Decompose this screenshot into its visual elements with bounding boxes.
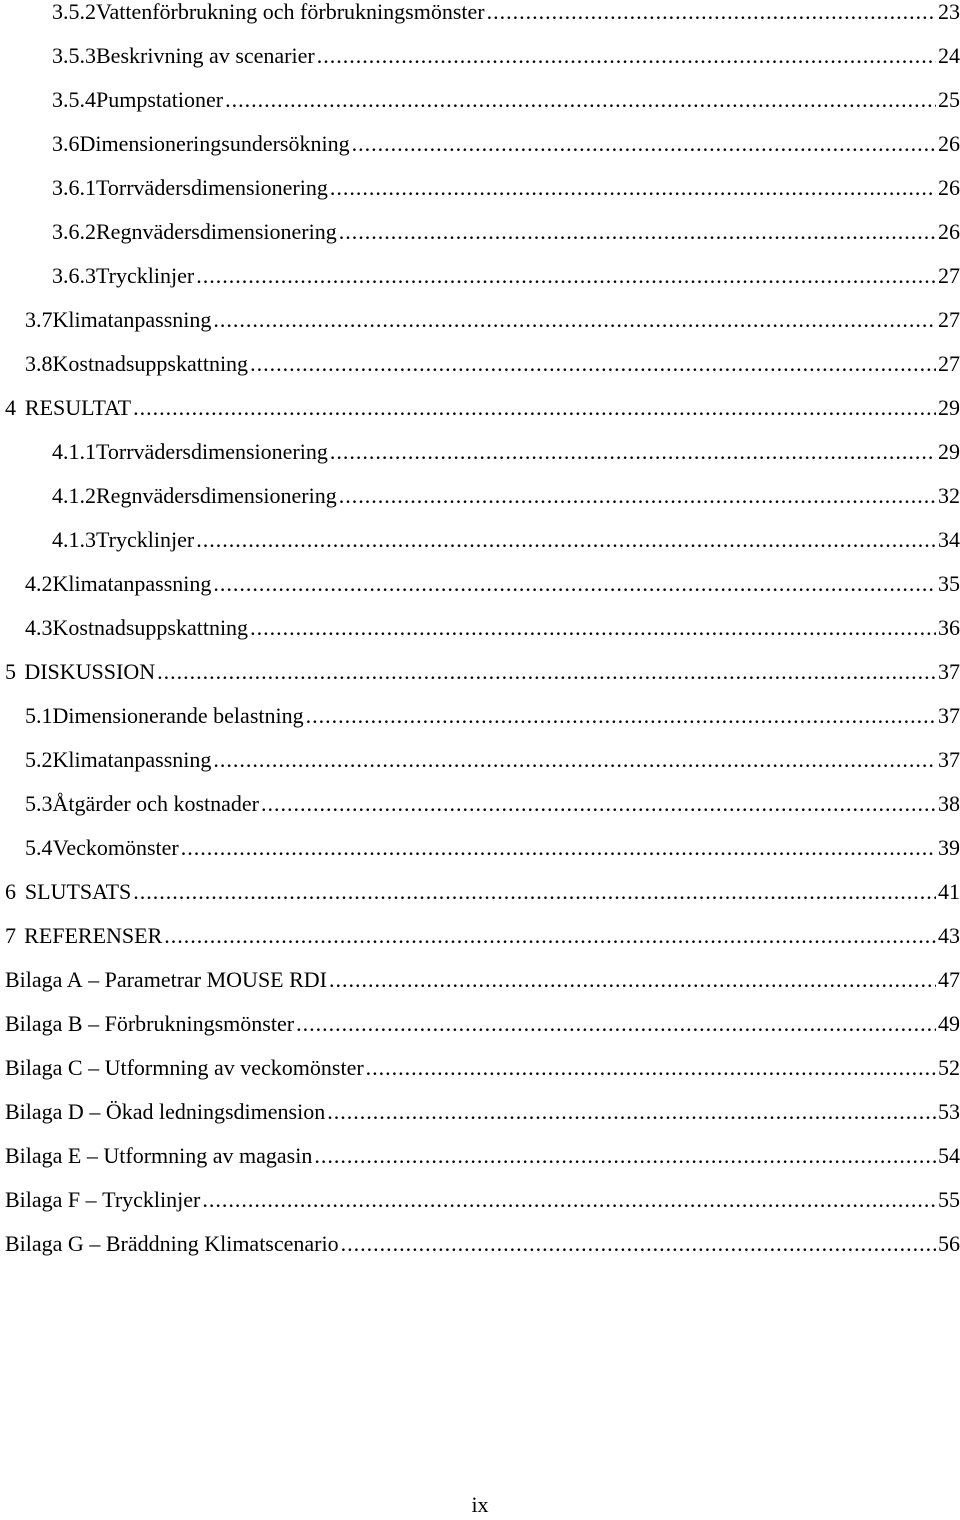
toc-entry-title: Utformning av magasin (103, 1143, 313, 1168)
toc-entry-page: 52 (938, 1055, 960, 1080)
toc-entry-title: Pumpstationer (96, 87, 224, 112)
toc-dot-leader (225, 85, 936, 115)
toc-entry-page: 25 (938, 87, 960, 112)
toc-dot-leader (317, 41, 936, 71)
toc-entry-page: 37 (938, 659, 960, 684)
toc-entry-title: Regnvädersdimensionering (96, 483, 337, 508)
toc-dot-leader (314, 1141, 936, 1171)
toc-entry[interactable] (5, 1185, 960, 1215)
toc-dot-leader (366, 1053, 936, 1083)
toc-entry-title: SLUTSATS (24, 879, 132, 904)
toc-entry[interactable] (5, 657, 960, 687)
toc-entry-page: 27 (938, 351, 960, 376)
toc-entry-title: Trycklinjer (102, 1187, 201, 1212)
toc-entry-title: Ökad ledningsdimension (105, 1099, 326, 1124)
toc-entry-number: Bilaga A (5, 967, 83, 992)
toc-entry-page: 35 (938, 571, 960, 596)
toc-entry-title: Förbrukningsmönster (104, 1011, 295, 1036)
toc-entry-number: Bilaga B (5, 1011, 83, 1036)
toc-entry-number: Bilaga D (5, 1099, 84, 1124)
toc-entry-title: Åtgärder och kostnader (52, 791, 259, 816)
toc-entry-number: 6 (5, 879, 16, 904)
toc-entry-dash: – (82, 967, 105, 992)
toc-entry-number: 4.1.3 (52, 527, 96, 552)
toc-dot-leader (196, 525, 936, 555)
toc-dot-leader (296, 1009, 936, 1039)
toc-entry-page: 55 (938, 1187, 960, 1212)
toc-entry[interactable] (25, 569, 960, 599)
toc-entry[interactable] (5, 877, 960, 907)
toc-entry[interactable] (52, 173, 960, 203)
toc-entry-number: 3.5.3 (52, 43, 96, 68)
toc-entry-number: 3.7 (25, 307, 53, 332)
toc-entry-title: Dimensionerande belastning (52, 703, 304, 728)
toc-entry[interactable] (5, 1229, 960, 1259)
toc-entry[interactable] (52, 129, 960, 159)
toc-entry-title: Veckomönster (52, 835, 179, 860)
toc-entry[interactable] (25, 305, 960, 335)
toc-entry-number: 4.1.1 (52, 439, 96, 464)
toc-entry-dash: – (83, 1099, 106, 1124)
toc-entry[interactable] (52, 261, 960, 291)
toc-entry-title: REFERENSER (24, 923, 163, 948)
toc-entry-title: Kostnadsuppskattning (52, 615, 249, 640)
toc-entry-number: 3.5.2 (52, 0, 96, 24)
toc-entry-title: Klimatanpassning (52, 747, 212, 772)
toc-dot-leader (164, 921, 936, 951)
toc-entry-title: DISKUSSION (24, 659, 156, 684)
toc-dot-leader (487, 0, 936, 27)
toc-dot-leader (352, 129, 936, 159)
toc-entry-title: Trycklinjer (96, 527, 195, 552)
toc-dot-leader (133, 393, 936, 423)
toc-entry-title: Torrvädersdimensionering (96, 175, 328, 200)
page-number: ix (471, 1492, 489, 1517)
toc-entry-number: 5.4 (25, 835, 53, 860)
toc-entry[interactable] (25, 789, 960, 819)
toc-dot-leader (339, 481, 936, 511)
toc-entry-page: 27 (938, 263, 960, 288)
toc-entry[interactable] (25, 745, 960, 775)
toc-entry-title: Klimatanpassning (52, 571, 212, 596)
toc-entry-page: 26 (938, 175, 960, 200)
toc-dot-leader (196, 261, 936, 291)
toc-entry-title: Dimensioneringsundersökning (79, 131, 350, 156)
toc-entry[interactable] (5, 1097, 960, 1127)
toc-entry[interactable] (5, 393, 960, 423)
toc-entry-dash: – (82, 1055, 105, 1080)
toc-entry[interactable] (25, 613, 960, 643)
toc-entry[interactable] (25, 701, 960, 731)
toc-entry-title: Regnvädersdimensionering (96, 219, 337, 244)
toc-entry-page: 56 (938, 1231, 960, 1256)
toc-dot-leader (250, 349, 936, 379)
toc-entry[interactable] (5, 921, 960, 951)
toc-entry-page: 23 (938, 0, 960, 24)
toc-entry[interactable] (5, 965, 960, 995)
toc-entry[interactable] (5, 1009, 960, 1039)
toc-entry-title: Vattenförbrukning och förbrukningsmönster (96, 0, 485, 24)
toc-dot-leader (306, 701, 936, 731)
toc-entry-page: 29 (938, 395, 960, 420)
toc-entry[interactable] (25, 349, 960, 379)
toc-entry[interactable] (52, 85, 960, 115)
toc-entry-number: 3.6.1 (52, 175, 96, 200)
toc-entry-page: 49 (938, 1011, 960, 1036)
toc-dot-leader (213, 305, 936, 335)
toc-entry[interactable] (52, 481, 960, 511)
toc-entry-title: Trycklinjer (96, 263, 195, 288)
toc-entry-page: 39 (938, 835, 960, 860)
toc-entry[interactable] (52, 217, 960, 247)
toc-entry-number: 3.8 (25, 351, 53, 376)
toc-entry-title: Bräddning Klimatscenario (105, 1231, 339, 1256)
toc-dot-leader (202, 1185, 936, 1215)
toc-dot-leader (330, 437, 936, 467)
toc-entry-number: Bilaga F (5, 1187, 81, 1212)
toc-entry[interactable] (52, 437, 960, 467)
toc-entry[interactable] (52, 41, 960, 71)
toc-entry-page: 34 (938, 527, 960, 552)
toc-dot-leader (181, 833, 936, 863)
toc-entry-page: 36 (938, 615, 960, 640)
toc-entry-number: 3.6.2 (52, 219, 96, 244)
toc-entry-number: 5.1 (25, 703, 53, 728)
toc-dot-leader (250, 613, 936, 643)
toc-entry-page: 26 (938, 219, 960, 244)
toc-entry-number: 4 (5, 395, 16, 420)
toc-dot-leader (341, 1229, 936, 1259)
toc-entry-page: 38 (938, 791, 960, 816)
toc-dot-leader (157, 657, 936, 687)
toc-entry-dash: – (80, 1187, 103, 1212)
toc-entry-page: 37 (938, 703, 960, 728)
toc-dot-leader (339, 217, 936, 247)
toc-entry-number: Bilaga E (5, 1143, 82, 1168)
toc-entry-title: RESULTAT (24, 395, 132, 420)
toc-entry-title: Beskrivning av scenarier (96, 43, 315, 68)
toc-dot-leader (327, 1097, 936, 1127)
toc-entry-page: 27 (938, 307, 960, 332)
toc-entry-page: 53 (938, 1099, 960, 1124)
toc-entry-dash: – (83, 1231, 106, 1256)
toc-entry-title: Kostnadsuppskattning (52, 351, 249, 376)
toc-entry-page: 24 (938, 43, 960, 68)
toc-dot-leader (213, 569, 936, 599)
toc-entry-page: 43 (938, 923, 960, 948)
toc-dot-leader (261, 789, 936, 819)
toc-entry-number: 7 (5, 923, 16, 948)
toc-entry-number: 4.3 (25, 615, 53, 640)
toc-entry[interactable] (25, 833, 960, 863)
toc-entry-page: 47 (938, 967, 960, 992)
toc-entry[interactable] (5, 1141, 960, 1171)
toc-entry-title: Klimatanpassning (52, 307, 212, 332)
toc-entry-page: 26 (938, 131, 960, 156)
toc-entry-number: Bilaga G (5, 1231, 84, 1256)
toc-entry-number: Bilaga C (5, 1055, 83, 1080)
toc-dot-leader (330, 173, 936, 203)
toc-entry-number: 3.5.4 (52, 87, 96, 112)
toc-entry[interactable] (52, 525, 960, 555)
toc-dot-leader (213, 745, 936, 775)
toc-entry[interactable] (5, 1053, 960, 1083)
toc-entry-dash: – (82, 1011, 105, 1036)
toc-entry-number: 5 (5, 659, 16, 684)
toc-entry[interactable] (52, 0, 960, 27)
toc-entry-title: Utformning av veckomönster (104, 1055, 364, 1080)
toc-entry-number: 4.1.2 (52, 483, 96, 508)
toc-entry-number: 5.2 (25, 747, 53, 772)
toc-entry-number: 3.6 (52, 131, 80, 156)
toc-entry-dash: – (81, 1143, 104, 1168)
toc-entry-page: 32 (938, 483, 960, 508)
toc-entry-page: 54 (938, 1143, 960, 1168)
toc-entry-page: 29 (938, 439, 960, 464)
toc-entry-number: 3.6.3 (52, 263, 96, 288)
toc-entry-title: Torrvädersdimensionering (96, 439, 328, 464)
toc-dot-leader (329, 965, 936, 995)
toc-entry-page: 37 (938, 747, 960, 772)
toc-entry-number: 4.2 (25, 571, 53, 596)
toc-entry-number: 5.3 (25, 791, 53, 816)
toc-entry-page: 41 (938, 879, 960, 904)
toc-dot-leader (133, 877, 936, 907)
toc-entry-title: Parametrar MOUSE RDI (104, 967, 328, 992)
